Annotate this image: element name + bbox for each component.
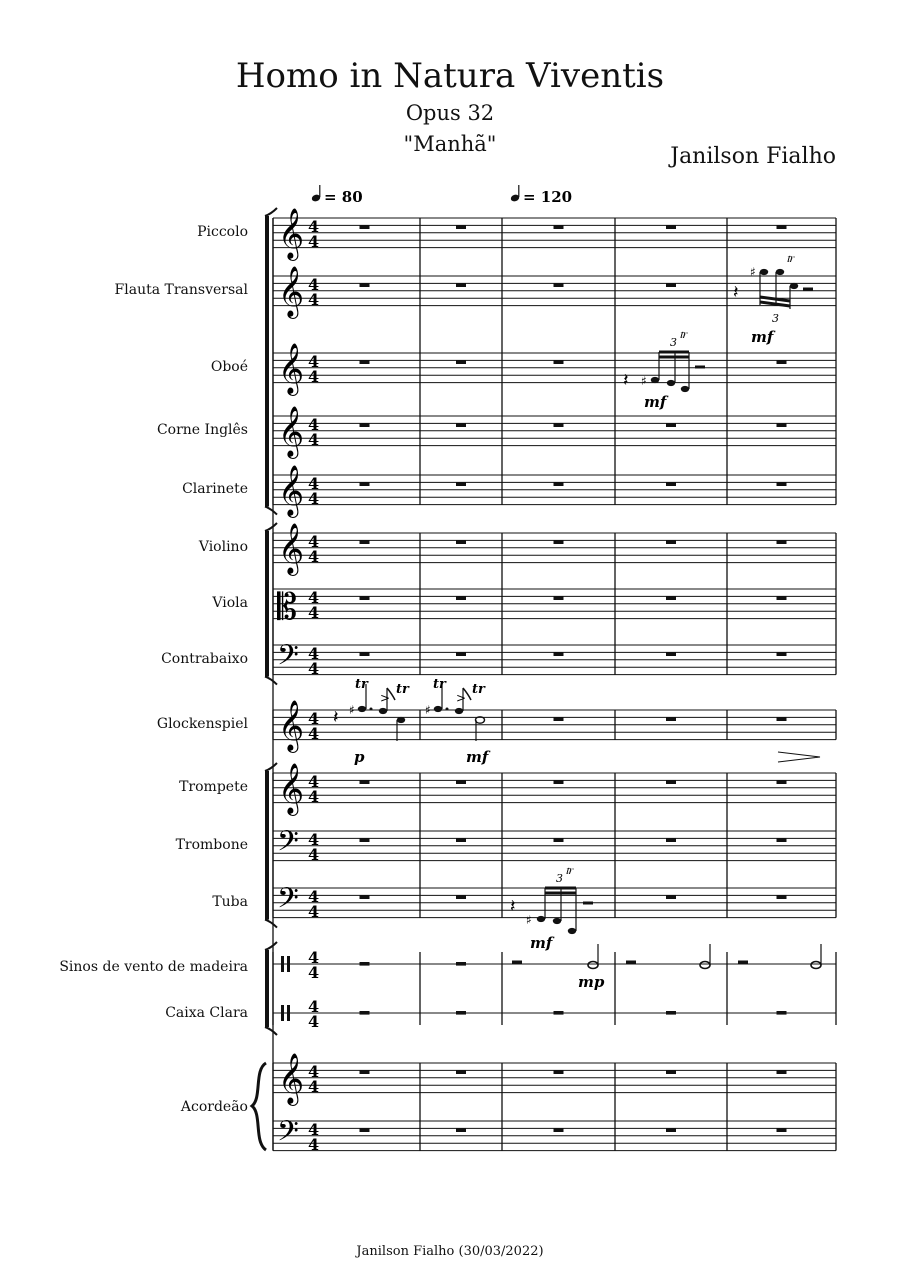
time-signature-bottom: 4 [308, 1076, 320, 1096]
instrument-label-oboe: Oboé [210, 359, 248, 375]
time-signature-bottom: 4 [308, 723, 320, 743]
time-signature-top: 4 [308, 1119, 320, 1139]
movement-title: "Manhã" [403, 132, 497, 156]
quarter-rest: 𝄽 [733, 282, 739, 303]
note-head [667, 380, 675, 386]
time-signature-top: 4 [308, 216, 320, 236]
note-head [760, 269, 768, 275]
instrument-label-glockenspiel: Glockenspiel [156, 716, 248, 732]
crescendo-hairpin [778, 752, 820, 762]
time-signature-top: 4 [308, 531, 320, 551]
instrument-label-trombone: Trombone [175, 837, 248, 853]
whole-rest [777, 717, 787, 721]
oboe-figure [623, 327, 705, 411]
whole-rest [554, 717, 564, 721]
treble-clef-icon: 𝄞 [278, 208, 305, 259]
whole-rest [554, 283, 564, 287]
note-head [358, 706, 366, 712]
time-signature-bottom: 4 [308, 963, 320, 982]
note-head [568, 928, 576, 934]
bass-clef-icon: 𝄢 [277, 639, 299, 679]
whole-rest [456, 225, 466, 229]
accent-mark: > [380, 691, 391, 705]
percussion-clef-icon [287, 956, 290, 972]
whole-rest [554, 1070, 564, 1074]
whole-rest [456, 283, 466, 287]
whole-rest [456, 780, 466, 784]
tuba-figure [510, 863, 593, 952]
whole-rest [666, 283, 676, 287]
whole-rest [666, 482, 676, 486]
time-signature-top: 4 [308, 643, 320, 663]
triplet-number: 3 [670, 336, 677, 349]
treble-clef-icon: 𝄞 [278, 343, 305, 394]
time-signature-top: 4 [308, 587, 320, 607]
whole-rest [360, 596, 370, 600]
time-signature-bottom: 4 [308, 844, 320, 864]
sharp-icon: ♯ [425, 703, 431, 717]
note-head [397, 717, 405, 723]
whole-rest [777, 482, 787, 486]
whole-rest [554, 423, 564, 427]
whole-rest [666, 838, 676, 842]
whole-rest [554, 482, 564, 486]
note-head [553, 918, 561, 924]
bass-clef-icon: 𝄢 [277, 1115, 299, 1155]
half-note-head [588, 962, 598, 969]
half-note-head [700, 962, 710, 969]
footer-credit: Janilson Fialho (30/03/2022) [356, 1244, 544, 1259]
time-signature-top: 4 [308, 351, 320, 371]
note-head [790, 283, 798, 289]
instrument-label-viola: Viola [212, 595, 248, 611]
whole-rest [456, 423, 466, 427]
whole-rest [360, 1011, 370, 1015]
whole-rest [666, 225, 676, 229]
instrument-label-tuba: Tuba [212, 894, 248, 910]
whole-rest [777, 423, 787, 427]
whole-rest [456, 1128, 466, 1132]
trill-mark: tr [355, 677, 368, 692]
group-bracket [265, 950, 269, 1027]
whole-rest [554, 1011, 564, 1015]
whole-rest [360, 1128, 370, 1132]
quarter-rest: 𝄽 [623, 370, 629, 391]
tempo-mark-120 [510, 185, 572, 206]
whole-rest [554, 540, 564, 544]
whole-rest [554, 652, 564, 656]
whole-rest [456, 596, 466, 600]
whole-rest [666, 780, 676, 784]
whole-rest [456, 540, 466, 544]
whole-rest [554, 360, 564, 364]
bass-clef-icon: 𝄢 [277, 882, 299, 922]
whole-rest [666, 1128, 676, 1132]
time-signature-top: 4 [308, 997, 320, 1016]
treble-clef-icon: 𝄞 [278, 763, 305, 814]
bracket-hook [265, 942, 277, 950]
instrument-label-accordion: Acordeão [180, 1099, 248, 1115]
whole-rest [554, 1128, 564, 1132]
time-signature-top: 4 [308, 886, 320, 906]
sharp-icon: ♯ [349, 703, 355, 717]
whole-rest [777, 225, 787, 229]
whole-rest [777, 1011, 787, 1015]
whole-rest [777, 360, 787, 364]
time-signature-bottom: 4 [308, 901, 320, 921]
triplet-number: 3 [556, 872, 563, 885]
whole-rest [360, 895, 370, 899]
bracket-hook [265, 763, 277, 771]
whole-rest [777, 1070, 787, 1074]
whole-rest [777, 895, 787, 899]
instrument-label-double-bass: Contrabaixo [161, 651, 248, 667]
whole-rest [666, 1011, 676, 1015]
bracket-hook [265, 507, 277, 515]
treble-clef-icon: 𝄞 [278, 1053, 305, 1104]
whole-rest [554, 225, 564, 229]
bracket-hook [265, 1027, 277, 1035]
dynamic-mf: mf [530, 934, 553, 952]
dynamic-mf: mf [644, 393, 667, 411]
bracket-hook [265, 920, 277, 928]
whole-rest [666, 895, 676, 899]
tempo-value: = 80 [324, 188, 363, 206]
note-head [776, 269, 784, 275]
whole-rest [360, 360, 370, 364]
whole-rest [666, 1070, 676, 1074]
piano-brace [252, 1063, 266, 1150]
whole-rest [777, 1128, 787, 1132]
time-signature-bottom: 4 [308, 488, 320, 508]
note-head [455, 708, 463, 714]
whole-rest [456, 1011, 466, 1015]
whole-rest [456, 895, 466, 899]
instrument-label-trumpet: Trompete [179, 779, 248, 795]
whole-rest [360, 962, 370, 966]
trill-mark: tr [472, 682, 485, 697]
percussion-clef-icon [281, 956, 284, 972]
instrument-label-wood-chimes: Sinos de vento de madeira [59, 959, 248, 975]
treble-clef-icon: 𝄞 [278, 406, 305, 457]
note-head [537, 916, 545, 922]
whole-rest [666, 717, 676, 721]
time-signature-top: 4 [308, 414, 320, 434]
whole-rest [777, 652, 787, 656]
whole-rest [360, 1070, 370, 1074]
tempo-value: = 120 [523, 188, 573, 206]
whole-rest [360, 283, 370, 287]
treble-clef-icon: 𝄞 [278, 523, 305, 574]
whole-rest [777, 838, 787, 842]
time-signature-top: 4 [308, 274, 320, 294]
sharp-icon: ♯ [750, 265, 756, 279]
time-signature-bottom: 4 [308, 786, 320, 806]
sharp-icon: ♯ [526, 913, 532, 927]
whole-rest [456, 838, 466, 842]
time-signature-bottom: 4 [308, 1012, 320, 1031]
note-head [681, 386, 689, 392]
time-signatures [308, 217, 319, 1154]
whole-rest [777, 596, 787, 600]
whole-rest [777, 540, 787, 544]
whole-rest [666, 423, 676, 427]
dynamic-p: p [354, 748, 365, 766]
treble-clef-icon: 𝄞 [278, 266, 305, 317]
bracket-hook [265, 677, 277, 685]
mordent-icon: 𝆖 [680, 327, 688, 342]
whole-rest [360, 652, 370, 656]
instrument-label-piccolo: Piccolo [197, 224, 248, 240]
whole-rest [666, 540, 676, 544]
whole-rest [360, 482, 370, 486]
group-bracket [265, 216, 269, 507]
mordent-icon: 𝆖 [566, 863, 574, 878]
accent-mark: > [456, 691, 467, 705]
whole-rest [554, 596, 564, 600]
dynamic-mf: mf [751, 328, 774, 346]
whole-rest [360, 423, 370, 427]
wood-chimes-figures [512, 944, 821, 991]
alto-clef-icon: 𝄡 [277, 587, 298, 628]
whole-rest [360, 780, 370, 784]
instrument-label-english-horn: Corne Inglês [156, 422, 248, 438]
time-signature-top: 4 [308, 473, 320, 493]
bracket-hook [265, 523, 277, 531]
treble-clef-icon: 𝄞 [278, 700, 305, 751]
whole-rest [360, 838, 370, 842]
dynamic-mp: mp [578, 973, 605, 991]
treble-clef-icon: 𝄞 [278, 465, 305, 516]
whole-rest [360, 540, 370, 544]
sharp-icon: ♯ [641, 374, 647, 388]
score-title: Homo in Natura Viventis [235, 56, 665, 96]
bass-clef-icon: 𝄢 [277, 825, 299, 865]
mordent-icon: 𝆖 [787, 251, 795, 266]
whole-rest [777, 780, 787, 784]
whole-rest [360, 225, 370, 229]
note-head [651, 377, 659, 383]
whole-rest [666, 652, 676, 656]
triplet-number: 3 [772, 312, 779, 325]
group-bracket [265, 771, 269, 920]
dynamic-mf: mf [466, 748, 489, 766]
instrument-label-snare-drum: Caixa Clara [165, 1005, 248, 1021]
time-signature-top: 4 [308, 948, 320, 967]
quarter-rest: 𝄽 [510, 896, 516, 917]
time-signature-bottom: 4 [308, 546, 320, 566]
whole-rest [666, 596, 676, 600]
whole-rest [554, 838, 564, 842]
percussion-clef-icon [287, 1005, 290, 1021]
whole-rest [554, 780, 564, 784]
time-signature-bottom: 4 [308, 429, 320, 449]
whole-rest [456, 1070, 466, 1074]
trill-mark: tr [396, 682, 409, 697]
instrument-label-violin: Violino [198, 539, 248, 555]
instrument-label-clarinet: Clarinete [182, 481, 248, 497]
percussion-clef-icon [281, 1005, 284, 1021]
composer-name: Janilson Fialho [670, 144, 836, 169]
time-signature-top: 4 [308, 829, 320, 849]
bracket-hook [265, 208, 277, 216]
time-signature-bottom: 4 [308, 602, 320, 622]
whole-rest [456, 962, 466, 966]
whole-rest [456, 652, 466, 656]
time-signature-top: 4 [308, 708, 320, 728]
quarter-rest: 𝄽 [333, 707, 339, 728]
opus-number: Opus 32 [405, 101, 495, 125]
whole-rest [456, 482, 466, 486]
whole-rests [360, 225, 787, 1132]
glockenspiel-figure [333, 677, 820, 766]
half-note-head [811, 962, 821, 969]
tempo-mark-80 [311, 185, 363, 206]
time-signature-bottom: 4 [308, 231, 320, 251]
time-signature-bottom: 4 [308, 366, 320, 386]
time-signature-bottom: 4 [308, 289, 320, 309]
group-bracket [265, 531, 269, 677]
instrument-label-flute: Flauta Transversal [114, 282, 248, 298]
time-signature-bottom: 4 [308, 1134, 320, 1154]
time-signature-bottom: 4 [308, 658, 320, 678]
time-signature-top: 4 [308, 771, 320, 791]
whole-rest [456, 360, 466, 364]
time-signature-top: 4 [308, 1061, 320, 1081]
note-head [379, 708, 387, 714]
trill-mark: tr [433, 677, 446, 692]
note-head [434, 706, 442, 712]
